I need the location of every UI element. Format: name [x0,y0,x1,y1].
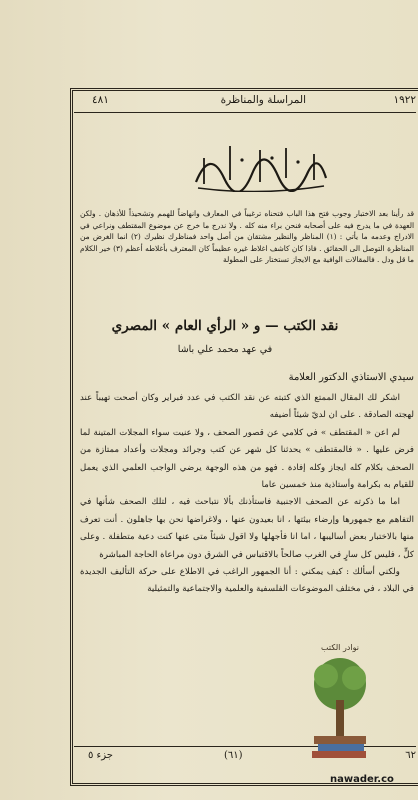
article-body [80,390,414,599]
article-paragraph: لم اعن « المقتطف » في كلامي عن قصور الصحف ، ولا عنيت سواء المجلات المتينة لما فرض عليها . « فالمقتطف » يحدثنا كل شهر عن كتب وجرائد ومجلات وأعداد ممتازة من الصحف بكلام كله ايجاز وكله إفادة . فهو من هذه الوجهة يرضي الواجب العلمي الذي يعمل للقيام به بكرامة وأستاذية منذ خمسين عاما [80,427,414,491]
tree-watermark-logo [300,640,380,770]
article-paragraph: ولكني أسألك : كيف يمكني : أنا الجمهور الراغب في الاطلاع على حركة التأليف الجديدة في البلاد ، في مختلف الموضوعات الفلسفية والعلمية والاجتماعية والتمثيلية [80,567,414,595]
calligraphic-section-heading [190,138,330,192]
header-rule [74,112,416,113]
header-running-title: المراسلة والمناظرة [220,94,306,106]
article-salutation: سيدي الاستاذي الدكتور العلامة [288,372,414,383]
header-year: ١٩٢٢ [393,94,416,106]
section-intro: قد رأينا بعد الاختبار وجوب فتح هذا الباب فتحناه ترغيباً في المعارف وانهاضاً للهمم وتشحيذاً للأذهان . ولكن العهدة في ما يدرج فيه على أصحابه فنحن براء منه كله . ولا ندرج ما خرج عن موضوع المقتطف ونراعي في الادراج وعدمه ما يأتي : (١) المناظر والنظير مشتقان من أصل واحد فمناظرك نظيرك (٢) انما الغرض من المناظرة التوصل الى الحقائق . فاذا كان كاشف اغلاط غيره عظيماً كان المعترف بأغلاطه أعظم (٣) خير الكلام ما قل ودل . فالمقالات الوافية مع الايجاز تستختار على المطولة [80,209,414,265]
section-heading-text: باب المراسلة والمناظرة [255,168,265,169]
footer-issue-code: (٦١) [224,750,243,761]
article-subtitle: في عهد محمد علي باشا [177,344,273,355]
article-title: نقد الكتب — و « الرأي العام » المصري [111,318,339,334]
article-paragraph: اشكر لك المقال الممتع الذي كتبته عن نقد الكتب في عدد فبراير وكان أصحت تهيباً عند لهجته الصادقة . على ان لديّ شيئاً أضيفه [80,393,414,421]
header-page-number: ٤٨١ [92,94,109,106]
article-paragraph: اما ما ذكرته عن الصحف الاجنبية فاستأذنك بألا نتباحث فيه ، لتلك الصحف شأنها في التفاهم مع جمهورها وإرضاء بيئتها ، انا بعيدون عنها ، ولاغراضها نحن بها جاهلون . أنت تعرف منها بالاختبار بعض أساليبها ، اما انا فأجهلها ولا اقول شيئاً متى عنها كنت دعية متطفلة . وعلى كلٍّ ، فليس كل سارٍ في الغرب صالحاً بالاقتباس في الشرق دون مراعاة الحاجة المباشرة [80,497,414,560]
running-header [74,94,416,110]
footer-page-number: ٦٢ [405,750,416,761]
watermark-site: nawader.co [330,774,394,785]
footer-signature: جزء ٥ [88,750,113,761]
watermark-label: نوادر الكتب [321,643,359,652]
